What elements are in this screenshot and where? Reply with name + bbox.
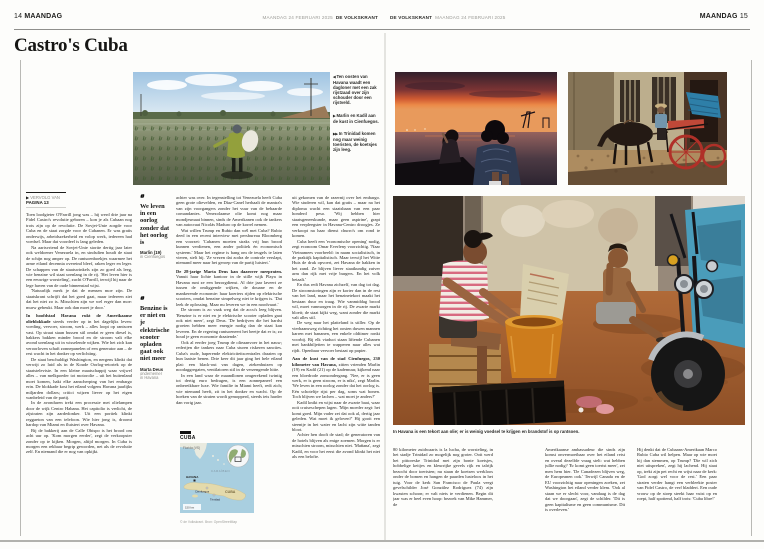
map-block — [180, 431, 254, 524]
svg-text:Florida (VS): Florida (VS) — [183, 446, 201, 450]
svg-text:CUBA: CUBA — [225, 490, 236, 494]
page-bottom-edge — [0, 540, 764, 542]
main-photo-caption: In Havana is een tekort aan olie; er is weinig voedsel te krijgen en brandstof is op rantsoen. — [393, 429, 580, 434]
caption-text: Ten oosten van Havana waadt een dagloner met een zak rijstzaad over zijn schouder door een rijstveld. — [333, 74, 377, 106]
continuation-marker — [26, 192, 66, 208]
brand-name: DE VOLKSKRANT — [335, 15, 378, 20]
right-article-column-2 — [545, 447, 625, 535]
paragraph: De 28-jarige Marta Deus kan daarover meepraten. Vanuit haar lichte kantoor in de stille wijk Playa in Havana runt ze een bezorgdienst. Al drie jaar laveert ze tussen de omliggende wijken, de douane en de mankerende economie: haar koeriers rijden op elektrische scooters, omdat benzine simpelweg niet te krijgen is. 'Dat leek de oplossing. Maar nu leveren we in een noodvaart.' — [176, 268, 282, 307]
paragraph: Cuba heeft een 'economische opening' nodig, zegt econoom Omar Everleny voorzichtig. 'Naar Vietnamees voorbeeld: in naam socialistisch, in de praktijk kapitalistisch. Maar terwijl het Witte Huis de druk opvoert, zet Havana de hakken in het zand. Ze blijven liever staatkundig zuiver arm dan rijk met vrije burgers. En het volk betaalt.' — [292, 238, 380, 282]
left-article-rule — [20, 60, 21, 536]
left-page-dateline — [262, 15, 378, 20]
page-number: 14 — [14, 13, 23, 20]
svg-text:CARAÏBEN: CARAÏBEN — [211, 469, 231, 473]
caption-rice — [333, 74, 381, 106]
pull-quote-1 — [140, 194, 170, 260]
day-label: MAANDAG — [24, 13, 63, 20]
quote-role: in Cienfuegos — [140, 254, 166, 260]
photo-couple-sunset — [395, 72, 557, 185]
right-page-dateline — [390, 15, 506, 20]
quote-text: Benzine is er niet en je elektrische scooter opladen gaat ook niet meer — [140, 305, 170, 363]
paragraph: Wat willen Trump en Rubio dan wél met Cuba? Rubio deed in een recent interview met persbureau Bloomberg een voorzet: 'Cubanen moeten straks vrij hun brood kunnen verdienen, een ander politiek én economisch systeem.' Maar het regime is bang om de teugels te laten vieren, stelt hij. 'Ze vrezen dat zodra de controle verslapt, niemand meer naar het geroep van de partij luistert.' — [176, 227, 282, 266]
paragraph: Kadil knikt en wijst naar de zwarte baai, waar ooit cruiseschepen lagen. 'Mijn moeder zegt: het komt goed. Mijn vader zei dat ook al, dertig jaar geleden. Wat moet ik geloven?' Hij gooit een steentje in het water en lacht zijn witte tanden bloot. — [292, 399, 380, 433]
photo-caption-column — [333, 74, 381, 159]
map-title-bar — [180, 431, 191, 434]
paragraph: Ook al eerder joeg Trump de olieaanvoer in het nauw; rederijen die tankers naar Cuba sturen riskeren sancties. Cuba's oude, haperende elektriciteitscentrales draaien op hun laatste benen. Drie keer dit jaar ging het hele eiland plat: een black-out van dagen, ziekenhuizen op noodaggregaten, ventilatoren stil in de verzengende hitte. — [176, 339, 282, 373]
quote-mark-icon: ❛❜ — [140, 295, 144, 305]
paragraph: De weg naar het platteland is stiller. Op de vierbaansweg richting het oosten duwen mannen karren met bananen, een enkele oldtimer ronkt voorbij. Bij elk viaduct staan liftende Cubanen met bankbiljetten te wapperen naar alles wat rijdt. Openbaar vervoer bestaat op papier. — [292, 320, 380, 353]
quote-attribution: Marlin (19) — [140, 250, 162, 256]
caption-couple — [333, 113, 381, 124]
arrow-right-icon: ▶ — [333, 113, 336, 118]
article-column-3 — [292, 195, 380, 536]
right-article-rule — [751, 60, 752, 536]
arrow-right-double-icon: ▶▶ — [333, 131, 338, 136]
paragraph: uit gekomen van de razernij over het embargo. Wie studeren wil, kan dat gratis – maar na het diploma wacht een staatsbaan van een paar honderd peso. 'Wij hebben hier staatsgeneeskunde, maar geen aspirine', grapt een verpleegster in Havana-Centro droogjes. Ze verkoopt na haar dienst churro's om rond te komen. — [292, 195, 380, 239]
continuation-page: PAGINA 13 — [26, 200, 49, 205]
bold-lead: In hoofdstad Havana rukt de Amerikaanse olieblokkade — [26, 313, 132, 324]
photo-rice-field — [133, 72, 330, 185]
day-label: MAANDAG — [699, 13, 738, 20]
photo-market-trike — [393, 196, 745, 425]
photo-horse-carriage — [568, 72, 727, 185]
paragraph: Aan de kust van de stad Cienfuegos, 230 kilometer van Havana, zitten vrienden Marlin (19) en Kadil (21) op de kademuur, kijkend naar een bloedrode zonsondergang. 'Nee, er is geen werk, er is geen stroom, er is niks', zegt Marlin. 'We leven in een oorlog zonder dat het oorlog is. Eén schoteltje rijst per dag, soms wat bonen. Toch blijven we lachen – wat moet je anders?' — [292, 356, 380, 400]
right-article-column-1 — [393, 447, 493, 535]
header-rule — [14, 29, 750, 30]
svg-text:Trinidad: Trinidad — [210, 497, 221, 502]
paragraph: Toen loodgieter O'Farrill jong was – hij werd drie jaar na Fidel Castro's revolutie geboren – kon je als Cubaan nog trots zijn op de revolutie. De Sovjet-Unie zorgde voor Cuba en de staat zorgde voor de Cubanen. Er was gratis onderwijs, arbeidszekerheid en volop werk, iedereen had voedsel. Maar dat voordeel is lang geleden. — [26, 212, 132, 245]
paragraph: In de avonduren trekt een processie met olielampen door de wijk Centro Habana. Het capitolio is verlicht, de zijstraten zijn aardedonker. Uit een portiek klinkt reggaeton van een telefoon. Wie hier jong is, droomt hardop van Miami en fluistert over Havana. — [26, 400, 132, 428]
paragraph: achter was over. In tegenstelling tot Venezuela heeft Cuba geen grote olievelden, en Díaz-Canel herhaalt de mantra's van zijn voorgangers zonder het vuur van de bebaarde comandantes. Venezolaanse olie komt nog maar mondjesmaat binnen, sinds de Amerikanen ook de tankers van autocraat Nicolás Maduro op de korrel nemen. — [176, 195, 282, 228]
date-text: MAANDAG 24 FEBRUARI 2025 — [262, 15, 333, 20]
arrow-left-icon: ◀ — [333, 75, 336, 79]
paragraph: 'Natuurlijk merk je dat de mensen moe zijn. De staatskrant schrijft dat het goed gaat, maar iedereen ziet dat het niet zo is. Misschien zijn we wel erger dan moe: murw gebeukt. Maar ook dan moet je door.' — [26, 288, 132, 310]
pull-quote-2 — [140, 296, 170, 381]
arrow-right-icon: ▶ — [26, 195, 30, 200]
brand-name: DE VOLKSKRANT — [390, 15, 433, 20]
article-column-1 — [26, 192, 132, 532]
paragraph: Hij denkt dat de Cubaans-Amerikaan Marco Rubio Cuba wil helpen. Maar op wie moet hij dan stemmen, op Trump? 'Die wil zich niet uitspreken', zegt hij lachend. Hij staat op, trekt zijn pet recht en wijst naar de kerk: 'God zorgt wel voor de rest.' Een paar straten verder hangt een verbleekte poster van Fidel Castro, de verf bladdert. Een oude vrouw op de stoep steekt haar vuist op en roept, half spottend, half trots: 'Cuba libre!' — [637, 447, 717, 502]
map-credit: © de Volkskrant. Bron: OpenStreetMap — [180, 519, 238, 524]
map-title: CUBA — [180, 435, 196, 441]
paragraph: Achter hen dooft de stad; de generatoren van de hotels blijven als enige zoemen. Morgen is er misschien stroom, misschien niet. 'Mañana', zegt Kadil, en voor het eerst die avond klinkt het niet als een belofte. — [292, 432, 380, 460]
article-column-2 — [176, 195, 282, 427]
page-number: 15 — [739, 13, 748, 20]
caption-carriage — [333, 131, 381, 152]
bold-lead: De 28-jarige Marta Deus kan daarover meepraten. — [176, 268, 282, 274]
paragraph: Na aartsvriend de Sovjet-Unie stortte dertig jaar later ook weldoener Venezuela in, en sindsdien houdt de staat de schijn nog amper op. De rantsoenboekjes waarmee het arme eiland decennia overeind bleef, raken leger en leger. De schappen van de staatswinkels zijn zo goed als leeg, wie benzine wil staat urenlang in de rij. 'Het leven hier is een eeuwige worsteling', zucht O'Farrill, terwijl hij naar de lege haven van de oude binnenstad wijst. — [26, 244, 132, 288]
paragraph: Amerikaanse ambassadeur die sinds zijn komst onvermoeibaar over het eiland reist en overal dezelfde vraag stelt: wat hebben jullie nodig? 'Er komt geen toerist meer', zei men hem hier. 'De Canadezen blijven weg, de Europeanen ook.' Terwijl Canada en de EU voorzichtig naar openingen zoeken, zet Washington het eiland verder klem. 'Ook al staan we er slecht voor, vandaag is de dag dat we doorgaan', zegt de schilder. 'Dit is geen kapitalisme en geen communisme. Dit is overleven.' — [545, 447, 625, 512]
paragraph: 80 kilometer zuidwaarts is la lucha, de worsteling, in het stadje Trinidad zo mogelijk nog groter. Ooit werd het pittoreske Trinidad met zijn bonte koetsjes, hobbelige keitjes en kleurrijke gevels rijk en talrijk bezocht door toeristen; nu staan de koetsen werkloos onder de bomen en hangen de paarden lusteloos in het tuig. Voor de kerk San Francisco de Paula veegt gevelschilder José González Rodríguez (74) zijn kwasten schoon; er valt niets te verdienen. Begin dit jaar was er heel even hoop: bezoek van Mike Hammer, de — [393, 447, 493, 507]
quote-role: ondernemer — [140, 370, 163, 376]
svg-text:Cienfuegos: Cienfuegos — [195, 489, 210, 494]
paragraph: En dus redt Havana zichzelf, van dag tot dag. De stroomstoringen zijn er korter dan in de rest van het land, maar het benzinetekort maakt het bestaan duur en traag. Wie vanmiddag brood wil, moet vanmorgen in de rij. De zwarte markt bloeit; de staat kijkt weg, want zonder die markt valt alles stil. — [292, 282, 380, 320]
right-article-column-3 — [637, 447, 717, 535]
svg-text:150 km: 150 km — [185, 505, 195, 510]
right-page-number — [700, 13, 748, 20]
paragraph: In hoofdstad Havana rukt de Amerikaanse olieblokkade steeds verder op in het dagelijks leven: voeding, vervoer, stroom, werk – alles loopt op rantsoen vast. Op straat staan bussen stil omdat er geen diesel is, bakkers bakken minder brood en de stroom valt elke avond urenlang uit in wisselende wijken. Wie het zich kan veroorloven schaft zonnepanelen of een generator aan – de rest wacht in het donker op verlichting. — [26, 313, 132, 357]
continuation-prefix: VERVOLG VAN — [30, 195, 60, 200]
quote-text: We leven in een oorlog zonder dat het oorlog is — [140, 203, 170, 247]
paragraph: De staat beschuldigt Washington, en nergens klinkt dat verwijt zo luid als in de Koude Oorlog-retoriek op de staatstelevisie. In een kleine maatschappij waar vrijwel alles – van melkpoeder tot motorolie – uit het buitenland moet komen, hakt elke aanscherping van het embargo erin. De blokkade kost het eiland volgens Havana jaarlijks miljarden dollars; critici wijzen liever op het eigen wanbeleid van de partij. — [26, 356, 132, 400]
map-cuba — [180, 443, 254, 513]
bold-lead: Aan de kust van de stad Cienfuegos, 230 kilometer van Havana, — [292, 356, 380, 367]
caption-text: In Trinidad komen nog maar weinig toeristen, de koetsjes zijn leeg. — [333, 130, 377, 153]
paragraph: Bij de bakkerij aan de Calle Obispo is het brood om acht uur op. 'Kom morgen eerder', zegt de verkoopster zonder op te kijken. Morgen, altijd morgen. In Cuba is morgen een rekbaar begrip geworden, net als de revolutie zelf. En niemand die er nog van opkijkt. — [26, 427, 132, 455]
paragraph: De stroom is zo vaak weg dat de accu's leeg blijven. 'Benzine is er niet en je elektrische scooter opladen gaat ook niet meer', zegt Deus. 'De bedrijven die het hardst groeien hebben meer energie nodig dan de staat kan leveren. En de regering rantsoeneert het beetje dat er is; zo houd je geen economie draaiende.' — [176, 307, 282, 340]
caption-text: Marlin en Kadil aan de kust in Cienfuegos. — [333, 112, 379, 124]
date-text: MAANDAG 24 FEBRUARI 2025 — [435, 15, 506, 20]
page-title: Castro's Cuba — [14, 35, 128, 56]
quote-mark-icon: ❛❜ — [140, 193, 144, 203]
body-text — [26, 212, 132, 532]
paragraph: In een land waar de maandlonen omgerekend twintig tot dertig euro bedragen, is een zonnepaneel een onbereikbare luxe. Wie familie in Miami heeft, redt zich; wie niemand heeft, zit in het donker en wacht. Op de hoeken van de straten wordt gemopperd, steeds iets harder dan vorig jaar. — [176, 372, 282, 405]
page-fold — [384, 33, 386, 540]
quote-role-line2: in Havana — [140, 375, 159, 381]
left-page-number — [14, 13, 62, 20]
quote-attribution: Marta Deus — [140, 366, 164, 372]
svg-text:HAVANA: HAVANA — [186, 475, 199, 479]
